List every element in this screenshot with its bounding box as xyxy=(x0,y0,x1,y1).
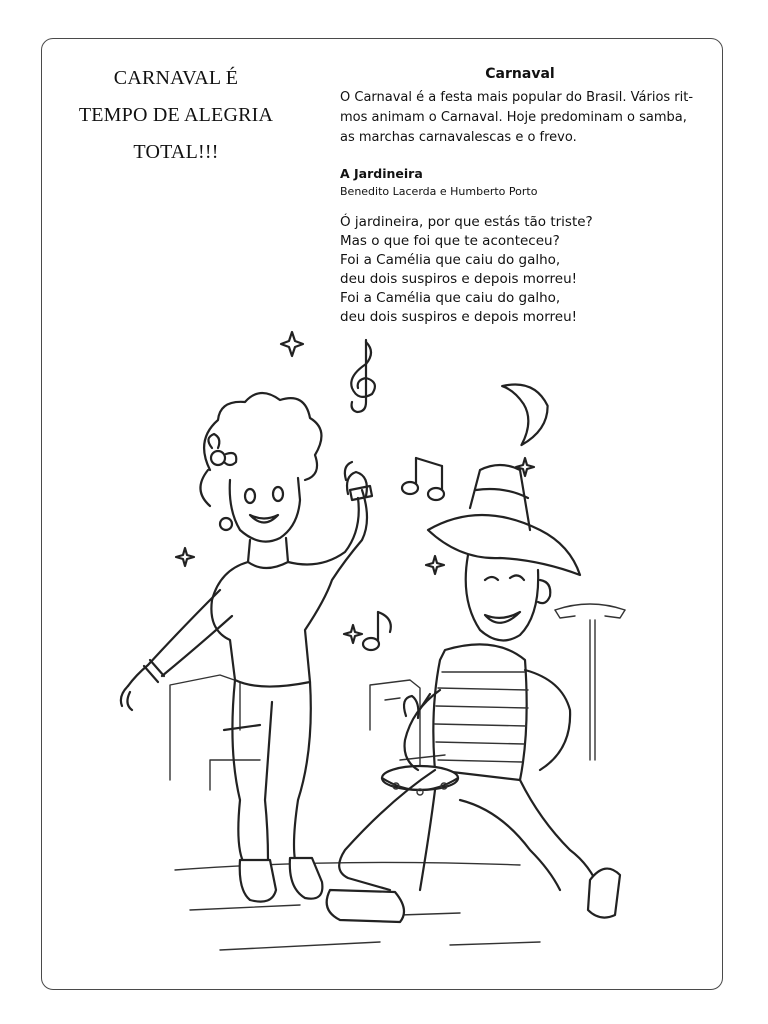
article-column xyxy=(340,66,700,327)
paragraph-line: O Carnaval é a festa mais popular do Brasil. Vários rit- xyxy=(340,90,694,105)
song-title: A Jardineira xyxy=(340,166,423,181)
lyric-line: deu dois suspiros e depois morreu! xyxy=(340,309,578,325)
article-paragraph xyxy=(340,88,700,148)
song-lyrics xyxy=(340,213,700,327)
page-title xyxy=(56,60,296,171)
paragraph-line: as marchas carnavalescas e o frevo. xyxy=(340,130,577,145)
title-line-3: TOTAL!!! xyxy=(133,141,219,163)
carnival-illustration-svg xyxy=(100,330,640,970)
article-heading: Carnaval xyxy=(485,66,555,82)
street-lamp-icon xyxy=(555,604,625,760)
title-line-1: CARNAVAL É xyxy=(113,67,239,89)
song-credit: Benedito Lacerda e Humberto Porto xyxy=(340,185,538,198)
woman-dancer xyxy=(121,393,372,902)
lyric-line: Ó jardineira, por que estás tão triste? xyxy=(340,214,593,230)
treble-clef-icon xyxy=(351,340,375,412)
eighth-notes-icon xyxy=(402,458,444,500)
lyric-line: deu dois suspiros e depois morreu! xyxy=(340,271,578,287)
paragraph-line: mos animam o Carnaval. Hoje predominam o samba, xyxy=(340,110,687,125)
lyric-line: Foi a Camélia que caiu do galho, xyxy=(340,252,561,268)
lyric-line: Foi a Camélia que caiu do galho, xyxy=(340,290,561,306)
music-note-icon xyxy=(363,612,391,650)
lyric-line: Mas o que foi que te aconteceu? xyxy=(340,233,560,249)
crescent-moon-icon xyxy=(500,374,557,445)
carnival-illustration xyxy=(100,330,640,970)
title-line-2: TEMPO DE ALEGRIA xyxy=(78,104,274,126)
